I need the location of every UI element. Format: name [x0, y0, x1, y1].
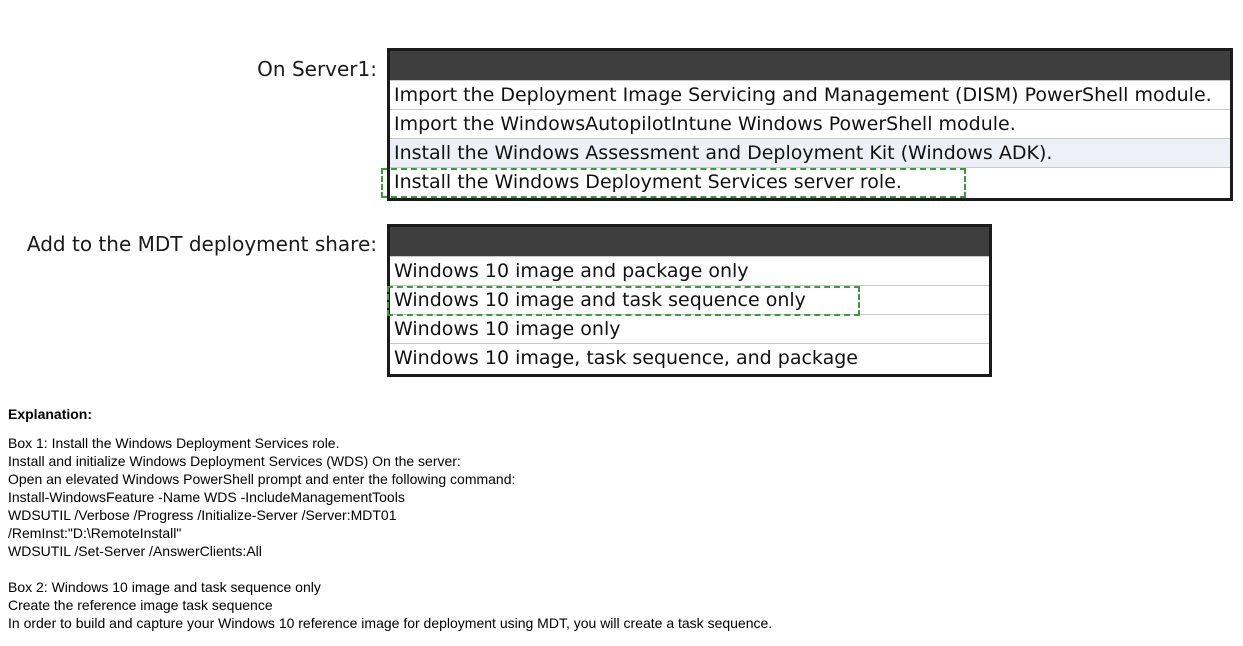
explanation-line: Create the reference image task sequence [8, 597, 273, 613]
mdt-share-answer-dropdown[interactable] [387, 224, 992, 377]
mdt-option-image-only[interactable]: Windows 10 image only [390, 314, 989, 343]
explanation-line: WDSUTIL /Set-Server /AnswerClients:All [8, 543, 262, 559]
server1-option-adk[interactable]: Install the Windows Assessment and Deployment Kit (Windows ADK). [390, 138, 1230, 167]
mdt-option-image-task-sequence-package[interactable]: Windows 10 image, task sequence, and package [390, 343, 989, 372]
explanation-line: /RemInst:"D:\RemoteInstall" [8, 525, 182, 541]
server1-dropdown-header[interactable] [390, 51, 1230, 80]
mdt-dropdown-header[interactable] [390, 227, 989, 256]
explanation-section [8, 405, 772, 632]
explanation-line: Open an elevated Windows PowerShell prompt and enter the following command: [8, 471, 516, 487]
explanation-line: WDSUTIL /Verbose /Progress /Initialize-Server /Server:MDT01 [8, 507, 397, 523]
mdt-option-image-package[interactable]: Windows 10 image and package only [390, 256, 989, 285]
server1-label: On Server1: [257, 57, 377, 81]
explanation-line: Box 2: Windows 10 image and task sequence only [8, 579, 321, 595]
server1-option-autopilot[interactable]: Import the WindowsAutopilotIntune Windows PowerShell module. [390, 109, 1230, 138]
explanation-line: Install-WindowsFeature -Name WDS -IncludeManagementTools [8, 489, 405, 505]
server1-answer-dropdown[interactable] [387, 48, 1233, 201]
explanation-heading: Explanation: [8, 406, 93, 422]
explanation-line: In order to build and capture your Windows 10 reference image for deployment using MDT, you will create a task sequence. [8, 615, 773, 631]
explanation-line: Install and initialize Windows Deployment Services (WDS) On the server: [8, 453, 461, 469]
explanation-line: Box 1: Install the Windows Deployment Services role. [8, 435, 340, 451]
mdt-share-label: Add to the MDT deployment share: [26, 232, 377, 256]
explanation-blank-line [8, 560, 772, 578]
server1-option-dism[interactable]: Import the Deployment Image Servicing and Management (DISM) PowerShell module. [390, 80, 1230, 109]
mdt-option-image-task-sequence[interactable]: Windows 10 image and task sequence only [390, 285, 989, 314]
server1-option-wds[interactable]: Install the Windows Deployment Services server role. [390, 167, 1230, 196]
